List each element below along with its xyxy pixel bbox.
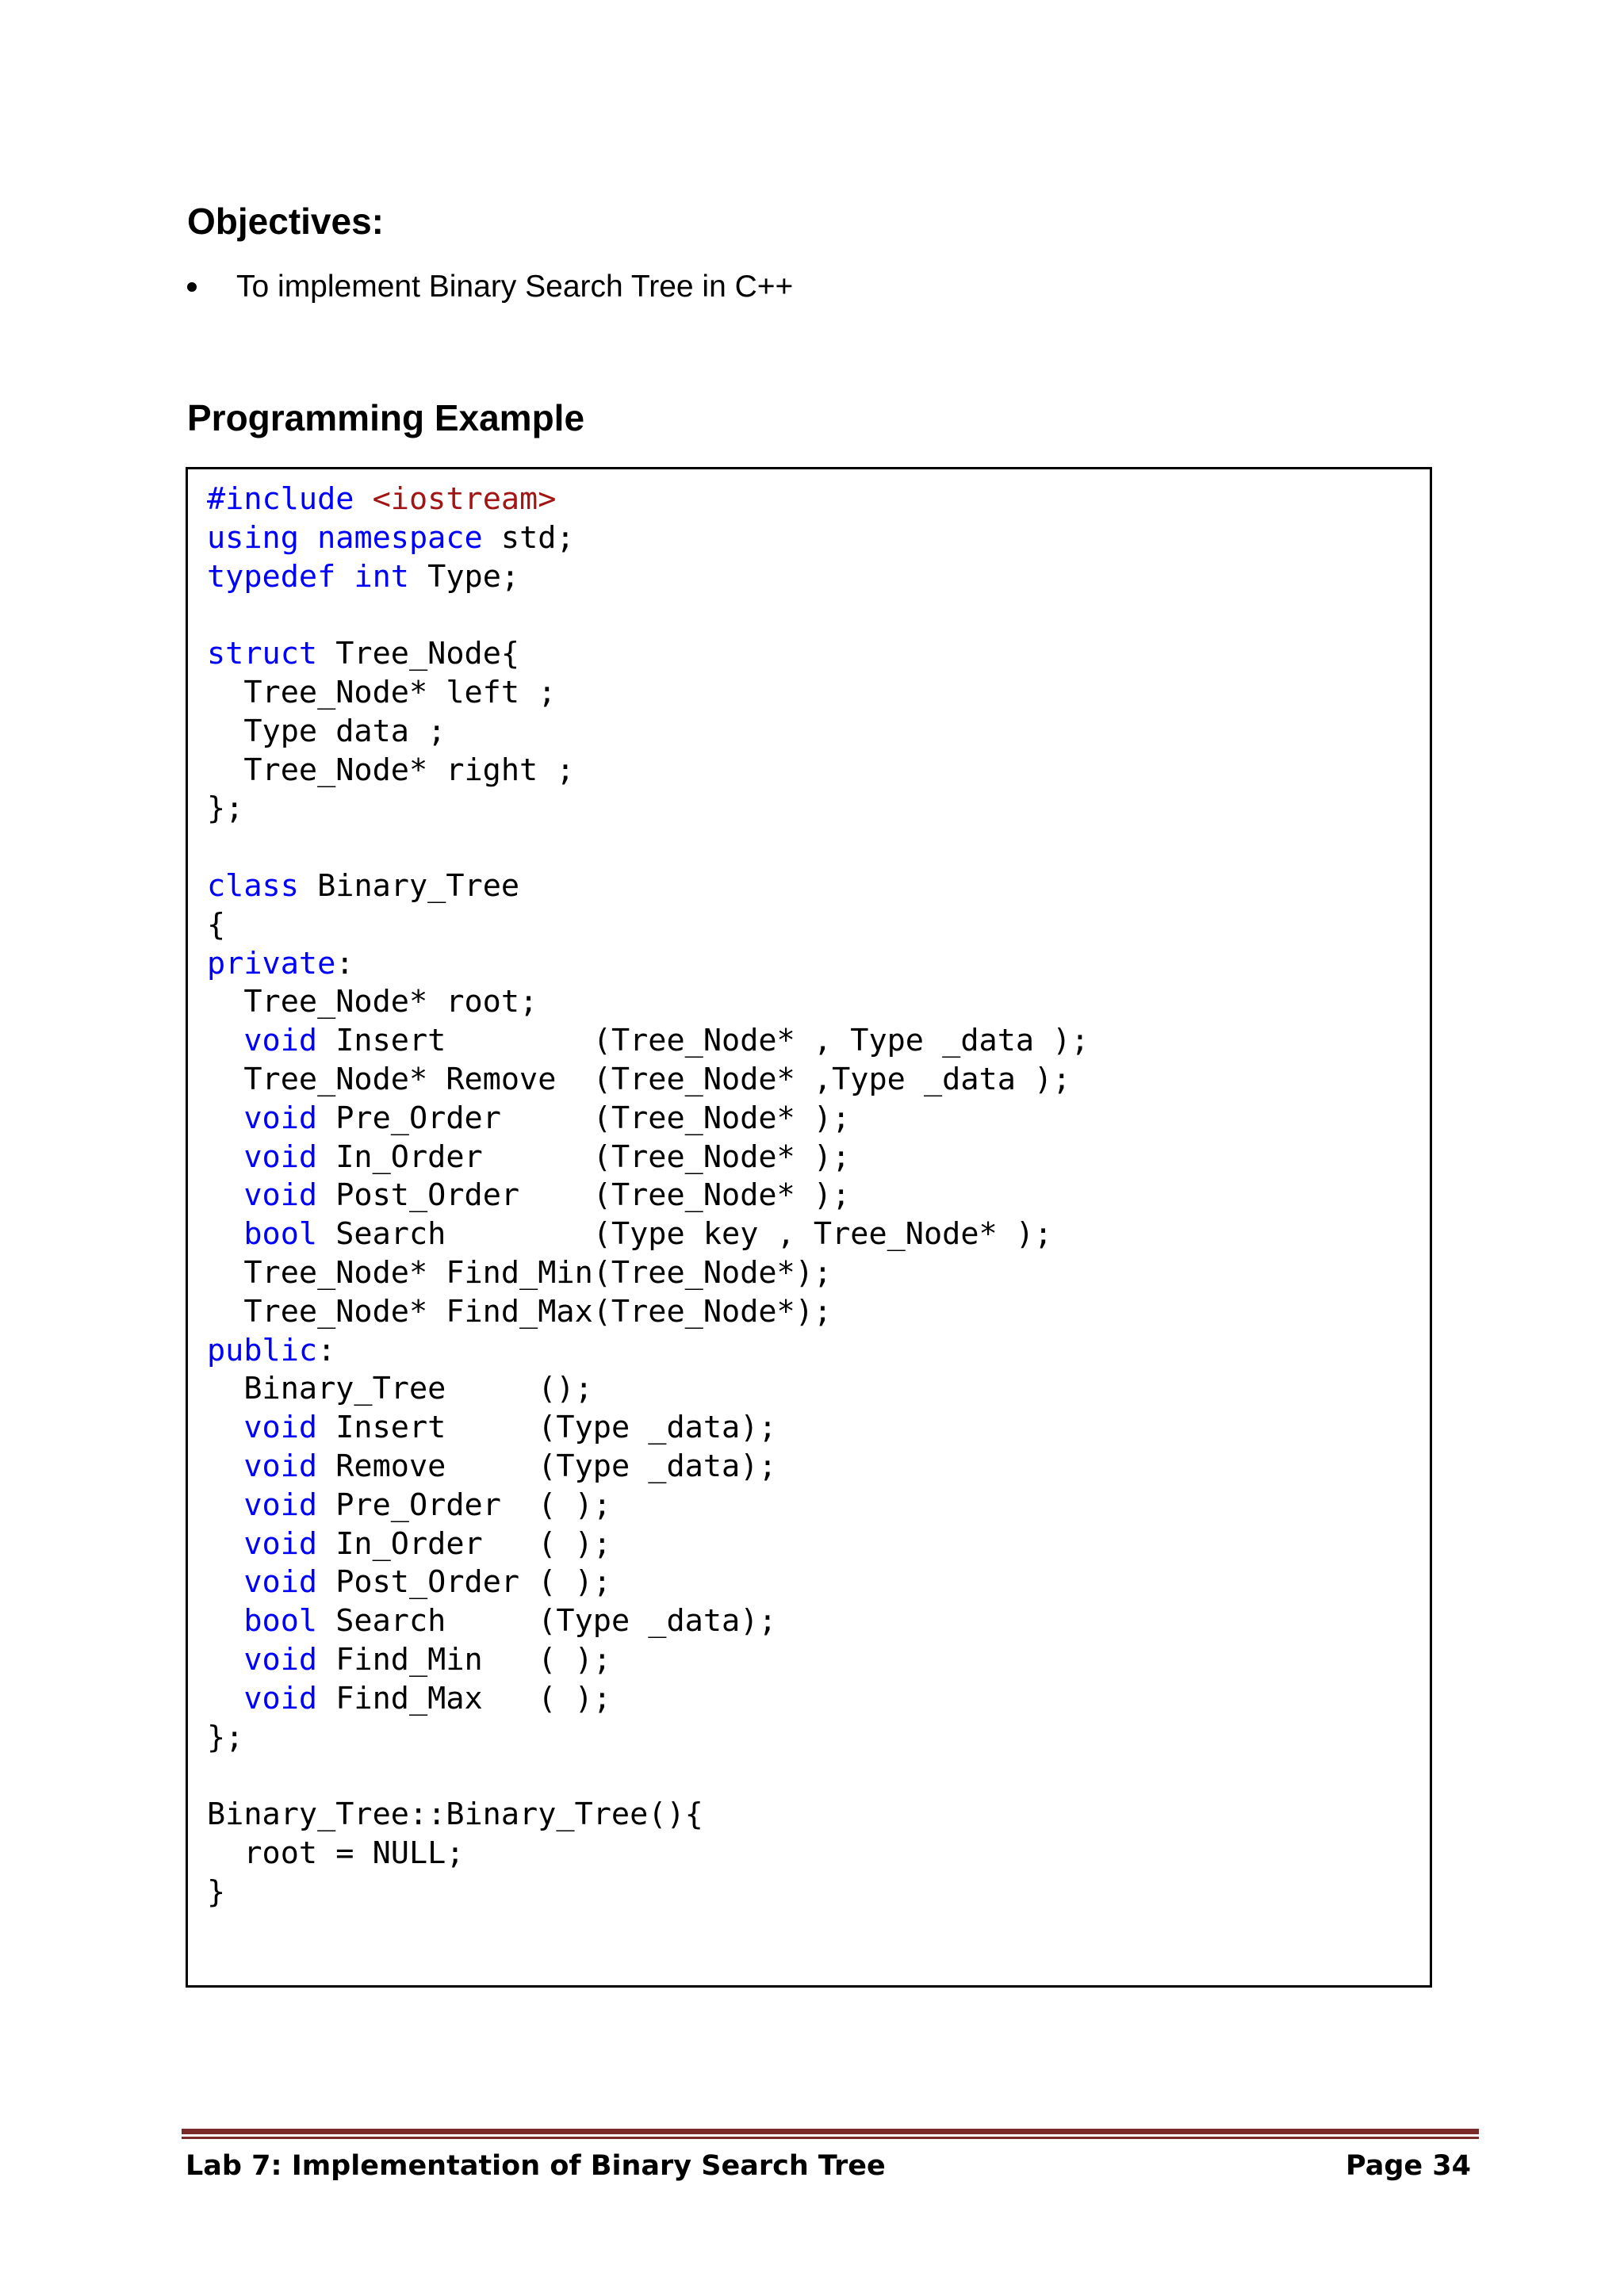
code-line: [207, 1757, 1090, 1796]
code-text: [207, 1216, 243, 1252]
code-text: [207, 1448, 243, 1484]
code-text: [335, 559, 354, 595]
code-keyword: bool: [243, 1603, 318, 1640]
code-keyword: namespace: [317, 519, 483, 556]
code-text: [207, 1139, 243, 1175]
code-text: Tree_Node* Remove (Tree_Node* ,Type _data );: [207, 1061, 1071, 1097]
code-line: [207, 1254, 1090, 1293]
code-text: [207, 1177, 243, 1213]
code-keyword: #include: [207, 481, 373, 517]
code-block: [186, 467, 1432, 1988]
code-text: Remove (Type _data);: [317, 1448, 777, 1484]
code-keyword: void: [243, 1177, 318, 1214]
code-keyword: bool: [243, 1216, 318, 1253]
code-line: [207, 596, 1090, 635]
code-line: [207, 480, 1090, 519]
objectives-item-text: To implement Binary Search Tree in C++: [236, 270, 794, 304]
code-keyword: void: [243, 1410, 318, 1446]
code-lines: [207, 480, 1090, 1911]
code-line: [207, 1293, 1090, 1332]
code-line: [207, 1873, 1090, 1912]
code-line: [207, 1370, 1090, 1409]
code-keyword: void: [243, 1641, 318, 1678]
code-text: Tree_Node* Find_Max(Tree_Node*);: [207, 1293, 833, 1330]
footer-divider-thick: [182, 2129, 1479, 2134]
code-line: [207, 1332, 1090, 1371]
code-line: [207, 1138, 1090, 1177]
code-text: Search (Type _data);: [317, 1603, 777, 1640]
code-text: [207, 1410, 243, 1445]
footer-divider-thin: [182, 2137, 1479, 2139]
code-text: Post_Order (Tree_Node* );: [317, 1177, 851, 1214]
code-text: Pre_Order (Tree_Node* );: [317, 1100, 851, 1136]
code-keyword: void: [243, 1023, 318, 1059]
code-text: }: [207, 1873, 226, 1910]
code-text: Tree_Node* right ;: [207, 752, 575, 788]
code-line: [207, 1796, 1090, 1835]
code-line: [207, 1448, 1090, 1487]
objectives-list-item: [187, 270, 793, 304]
code-keyword: private: [207, 945, 336, 982]
code-text: [207, 1603, 243, 1639]
code-string: <iostream>: [372, 481, 557, 517]
code-text: :: [335, 945, 354, 982]
code-line: [207, 1602, 1090, 1641]
code-text: Search (Type key , Tree_Node* );: [317, 1216, 1053, 1253]
bullet-icon: [187, 282, 197, 292]
code-keyword: int: [354, 558, 409, 595]
code-text: In_Order (Tree_Node* );: [317, 1138, 851, 1175]
code-text: {: [207, 906, 226, 943]
code-text: Insert (Type _data);: [317, 1410, 777, 1446]
code-line: [207, 906, 1090, 945]
code-keyword: void: [243, 1525, 318, 1562]
code-line: [207, 1061, 1090, 1100]
code-keyword: void: [243, 1564, 318, 1601]
code-keyword: struct: [207, 636, 318, 672]
code-text: Type;: [409, 558, 520, 595]
code-text: [207, 1100, 243, 1136]
code-text: Find_Max ( );: [317, 1680, 611, 1716]
code-text: Find_Min ( );: [317, 1641, 611, 1678]
footer-page-number: Page 34: [1345, 2150, 1471, 2182]
code-keyword: using: [207, 519, 299, 556]
code-text: :: [317, 1332, 336, 1368]
code-text: };: [207, 790, 244, 827]
code-keyword: void: [243, 1448, 318, 1484]
code-line: [207, 635, 1090, 674]
code-text: [207, 1642, 243, 1678]
code-text: Pre_Order ( );: [317, 1487, 611, 1523]
code-line: [207, 1525, 1090, 1564]
code-keyword: void: [243, 1487, 318, 1523]
code-line: [207, 790, 1090, 828]
code-line: [207, 1641, 1090, 1680]
code-line: [207, 828, 1090, 867]
objectives-list: [187, 270, 793, 304]
code-text: Binary_Tree::Binary_Tree(){: [207, 1797, 703, 1833]
code-text: In_Order ( );: [317, 1525, 611, 1562]
code-text: };: [207, 1719, 244, 1755]
code-text: Post_Order ( );: [317, 1564, 611, 1601]
code-line: [207, 1719, 1090, 1758]
code-text: std;: [482, 519, 575, 556]
code-line: [207, 1215, 1090, 1254]
code-keyword: class: [207, 867, 299, 904]
code-line: [207, 945, 1090, 984]
code-text: [207, 1526, 243, 1562]
code-keyword: typedef: [207, 558, 336, 595]
code-text: Tree_Node{: [317, 636, 520, 672]
code-text: Type data ;: [207, 713, 446, 749]
code-text: root = NULL;: [207, 1835, 465, 1871]
code-line: [207, 558, 1090, 597]
code-text: [207, 1564, 243, 1600]
code-line: [207, 519, 1090, 558]
code-line: [207, 1563, 1090, 1602]
code-line: [207, 1409, 1090, 1448]
code-line: [207, 1177, 1090, 1215]
code-line: [207, 1487, 1090, 1525]
code-text: Tree_Node* Find_Min(Tree_Node*);: [207, 1254, 833, 1291]
code-text: [299, 520, 317, 556]
code-text: Insert (Tree_Node* , Type _data );: [317, 1023, 1090, 1059]
code-line: [207, 1022, 1090, 1061]
objectives-heading: Objectives:: [187, 201, 384, 242]
code-keyword: void: [243, 1100, 318, 1136]
code-line: [207, 752, 1090, 790]
code-text: Tree_Node* left ;: [207, 674, 557, 710]
code-keyword: void: [243, 1138, 318, 1175]
code-text: Binary_Tree: [298, 867, 520, 904]
code-line: [207, 1835, 1090, 1873]
code-line: [207, 713, 1090, 752]
code-keyword: public: [207, 1332, 318, 1368]
code-text: [207, 1681, 243, 1716]
code-line: [207, 674, 1090, 713]
footer-lab-title: Lab 7: Implementation of Binary Search Tree: [186, 2150, 886, 2182]
code-line: [207, 1680, 1090, 1719]
code-text: [207, 1023, 243, 1058]
code-text: Tree_Node* root;: [207, 984, 538, 1020]
programming-example-heading: Programming Example: [187, 397, 585, 438]
code-line: [207, 867, 1090, 906]
code-keyword: void: [243, 1680, 318, 1716]
code-line: [207, 983, 1090, 1022]
code-text: Binary_Tree ();: [207, 1371, 593, 1407]
code-text: [207, 1487, 243, 1523]
code-line: [207, 1100, 1090, 1138]
